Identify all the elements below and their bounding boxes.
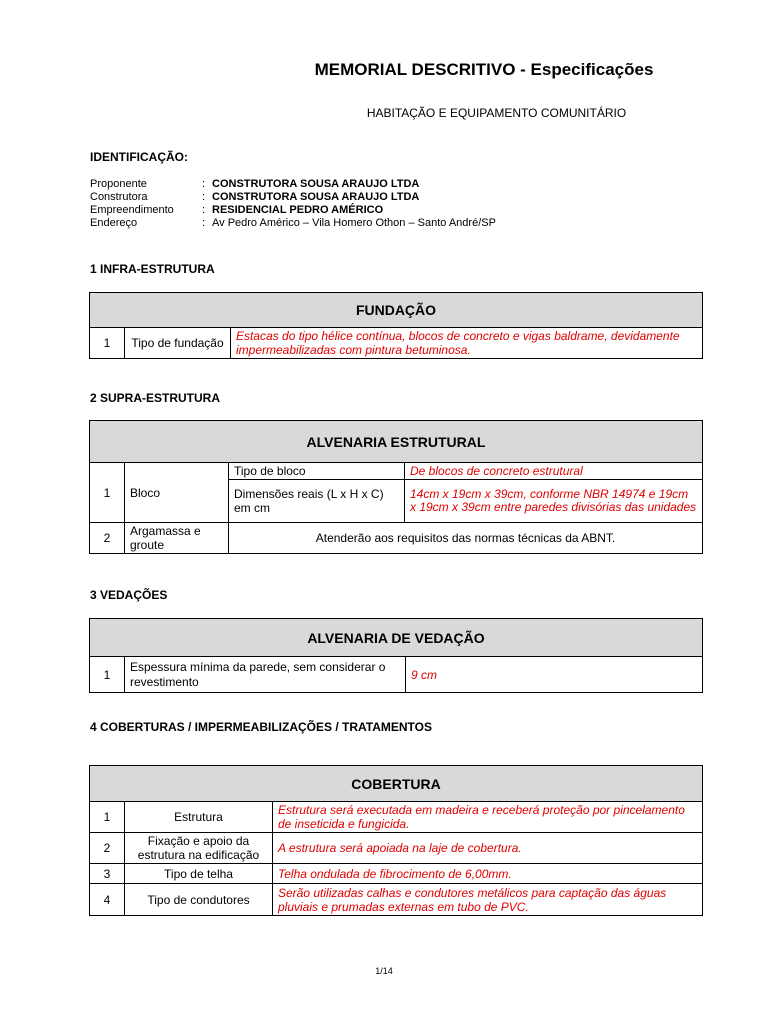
sub-value: 14cm x 19cm x 39cm, conforme NBR 14974 e 19cm x 19cm x 39cm entre paredes divisórias das unidades [405, 480, 703, 523]
row-item: Bloco [125, 463, 229, 523]
row-description: Estrutura será executada em madeira e receberá proteção por pincelamento de inseticida e fungicida. [273, 802, 703, 833]
section-1-heading: 1 INFRA-ESTRUTURA [90, 262, 215, 276]
row-number: 4 [90, 884, 125, 916]
table-title: FUNDAÇÃO [90, 293, 703, 328]
row-number: 2 [90, 833, 125, 864]
document-title: MEMORIAL DESCRITIVO - Especificações [314, 60, 654, 79]
row-item: Argamassa e groute [125, 523, 229, 554]
section-4-heading: 4 COBERTURAS / IMPERMEABILIZAÇÕES / TRATAMENTOS [90, 720, 433, 734]
table-row [90, 802, 703, 833]
row-item: Tipo de fundação [125, 328, 231, 359]
table-row [90, 833, 703, 864]
ident-row-endereco [90, 217, 496, 230]
page-number: 1/14 [375, 966, 393, 976]
cobertura-table [89, 765, 703, 916]
sub-value: De blocos de concreto estrutural [405, 463, 703, 480]
identificacao-block [90, 178, 496, 230]
table-row [90, 864, 703, 884]
alvenaria-vedacao-table [89, 618, 703, 693]
ident-value: CONSTRUTORA SOUSA ARAUJO LTDA [212, 191, 420, 203]
row-number: 2 [90, 523, 125, 554]
ident-row-construtora [90, 191, 496, 204]
row-item: Espessura mínima da parede, sem considerar o revestimento [125, 657, 406, 693]
section-2-heading: 2 SUPRA-ESTRUTURA [90, 391, 221, 405]
row-item: Tipo de condutores [125, 884, 273, 916]
fundacao-table [89, 292, 703, 359]
identificacao-heading: IDENTIFICAÇÃO: [90, 150, 188, 164]
ident-sep: : [202, 204, 206, 216]
row-item: Fixação e apoio da estrutura na edificação [125, 833, 273, 864]
row-number: 1 [90, 657, 125, 693]
row-number: 3 [90, 864, 125, 884]
row-item: Estrutura [125, 802, 273, 833]
ident-sep: : [202, 178, 206, 190]
row-number: 1 [90, 328, 125, 359]
ident-sep: : [202, 217, 206, 229]
ident-sep: : [202, 191, 206, 203]
table-title: ALVENARIA DE VEDAÇÃO [90, 619, 703, 657]
section-3-heading: 3 VEDAÇÕES [90, 588, 168, 602]
sub-label: Tipo de bloco [229, 463, 405, 480]
document-subtitle: HABITAÇÃO E EQUIPAMENTO COMUNITÁRIO [366, 106, 627, 120]
ident-label: Empreendimento [90, 204, 174, 216]
row-description: Atenderão aos requisitos das normas técnicas da ABNT. [229, 523, 703, 554]
row-description: Estacas do tipo hélice contínua, blocos de concreto e vigas baldrame, devidamente impermeabilizadas com pintura betuminosa. [231, 328, 703, 359]
row-item: Tipo de telha [125, 864, 273, 884]
row-description: 9 cm [406, 657, 703, 693]
ident-value: CONSTRUTORA SOUSA ARAUJO LTDA [212, 178, 420, 190]
row-description: A estrutura será apoiada na laje de cobertura. [273, 833, 703, 864]
table-title: COBERTURA [90, 766, 703, 802]
ident-label: Endereço [90, 217, 138, 229]
sub-label: Dimensões reais (L x H x C) em cm [229, 480, 405, 523]
ident-label: Construtora [90, 191, 148, 203]
table-title: ALVENARIA ESTRUTURAL [90, 421, 703, 463]
ident-row-empreendimento [90, 204, 496, 217]
alvenaria-estrutural-table [89, 420, 703, 554]
row-number: 1 [90, 802, 125, 833]
ident-value: RESIDENCIAL PEDRO AMÉRICO [212, 204, 384, 216]
ident-value: Av Pedro Américo – Vila Homero Othon – Santo André/SP [212, 217, 496, 229]
table-row [90, 884, 703, 916]
row-number: 1 [90, 463, 125, 523]
ident-label: Proponente [90, 178, 147, 190]
row-description: Serão utilizadas calhas e condutores metálicos para captação das águas pluviais e prumadas externas em tubo de PVC. [273, 884, 703, 916]
ident-row-proponente [90, 178, 496, 191]
row-description: Telha ondulada de fibrocimento de 6,00mm. [273, 864, 703, 884]
